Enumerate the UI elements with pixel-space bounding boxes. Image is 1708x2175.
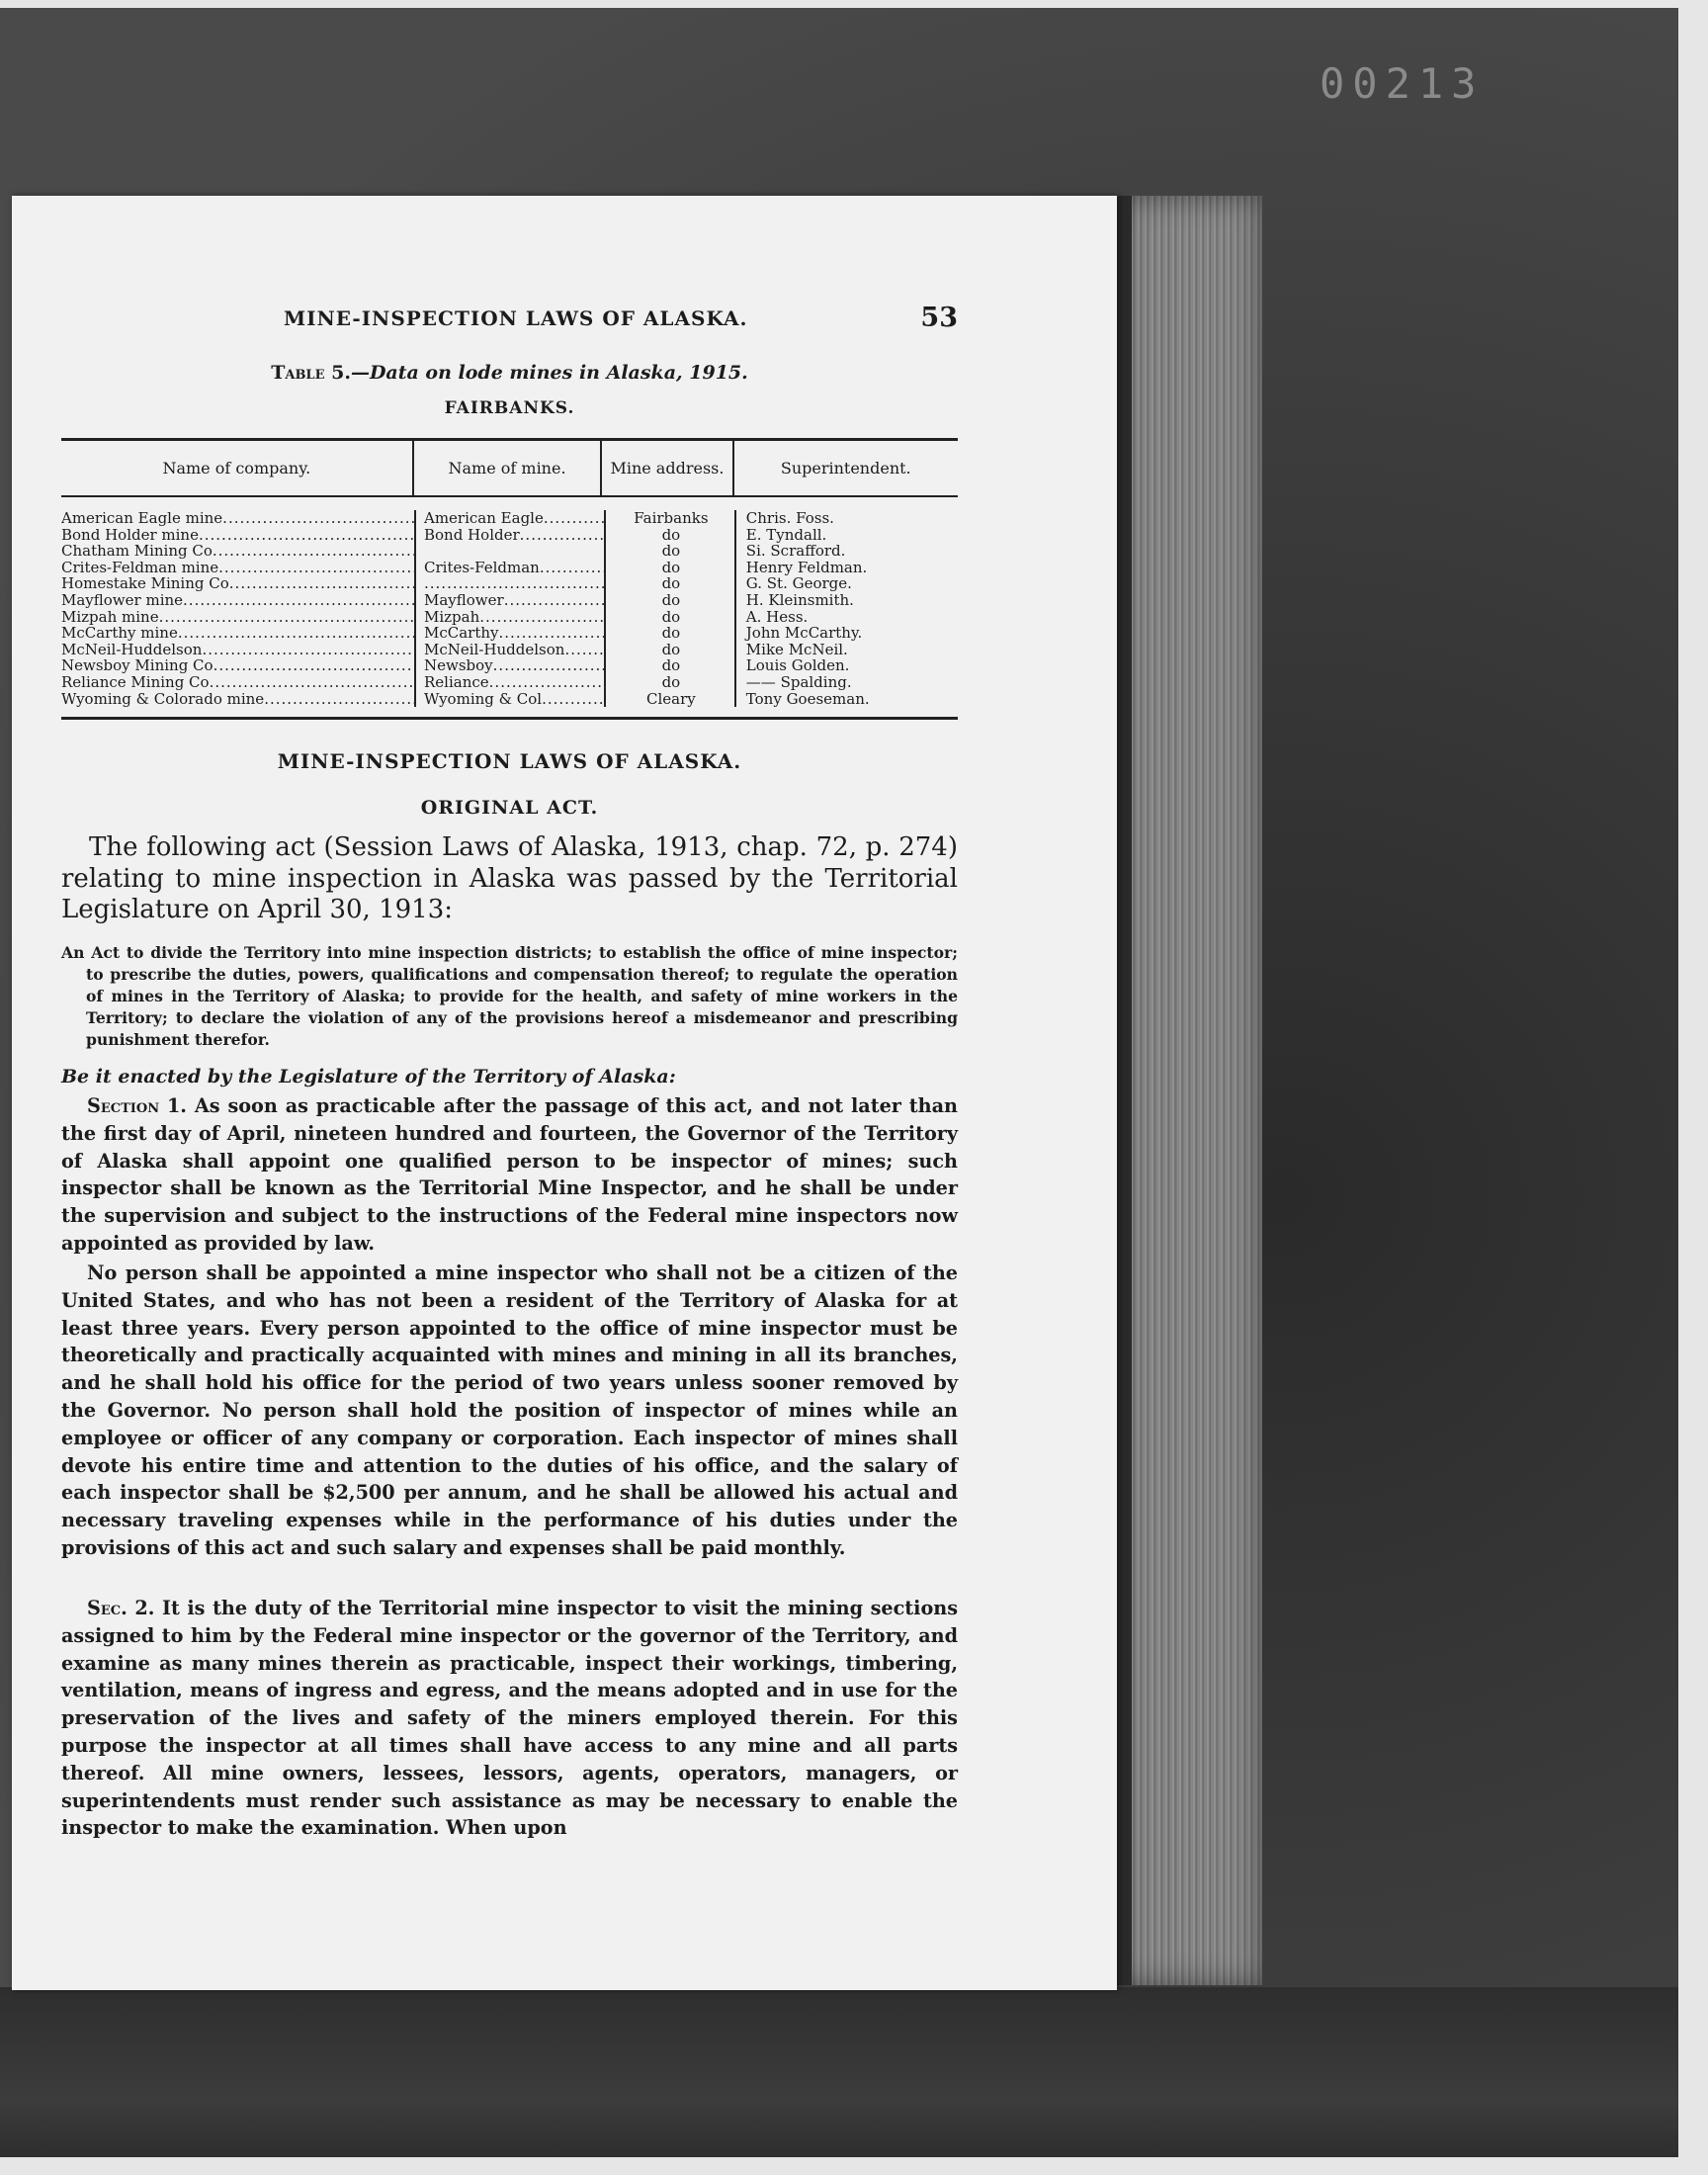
superintendent-cell: Louis Golden. (745, 657, 850, 674)
superintendent-cell: A. Hess. (745, 608, 809, 626)
superintendent-cell: Henry Feldman. (745, 559, 868, 576)
mine-cell (416, 575, 604, 592)
mine-cell: Bond Holder ..... (416, 527, 604, 544)
scan-edge-bottom (0, 2157, 1708, 2175)
address-cell: do (661, 526, 681, 544)
address-cell: do (661, 575, 681, 592)
superintendent-cell: —— Spalding. (745, 673, 852, 691)
company-cell: Wyoming & Colorado mine ..... (61, 691, 414, 708)
superintendent-cell: Chris. Foss. (745, 510, 834, 527)
scan-edge-top (0, 0, 1708, 8)
mine-cell: Crites-Feldman ..... (416, 560, 604, 576)
company-cell: Mizpah mine ..... (61, 609, 414, 626)
company-cell: McCarthy mine ..... (61, 625, 414, 642)
section-1-paragraph (61, 1092, 958, 1258)
archive-stamp-number: 00213 (1320, 59, 1485, 108)
company-cell: Reliance Mining Co ..... (61, 674, 414, 691)
scan-edge-right (1678, 0, 1708, 2175)
section-1-label: Section 1. (87, 1094, 187, 1117)
section-2-text: It is the duty of the Territorial mine inspector to visit the mining sections assigned to him by the Federal mine inspector or the governor of the Territory, and examine as many mines therein as practicable, inspect their workings, timbering, ventilation, means of ingress and egress, and the means adopted and in use for the preservation of the lives and safety of the miners employed therein. For this purpose the inspector at all times shall have access to any mine and all parts thereof. All mine owners, lessees, lessors, agents, operators, managers, or superintendents must render such assistance as may be necessary to enable the inspector to make the examination. When upon (61, 1597, 958, 1840)
table-body (61, 497, 958, 717)
address-cell: Cleary (646, 690, 696, 708)
address-cell: do (661, 608, 681, 626)
table-subheading: FAIRBANKS. (444, 398, 575, 418)
section-1-text: As soon as practicable after the passage of this act, and not later than the first day of April, nineteen hundred and fourteen, the Governor of the Territory of Alaska shall appoint one qualified person to be inspector of mines; such inspector shall be known as the Territorial Mine Inspector, and he shall be under the supervision and subject to the instructions of the Federal mine inspectors now appointed as provided by law. (61, 1094, 958, 1255)
table-caption (61, 362, 958, 384)
address-cell: Fairbanks (634, 510, 709, 527)
section-2-label: Sec. 2. (87, 1597, 155, 1619)
header-address: Mine address. (602, 441, 733, 495)
company-cell: Chatham Mining Co ..... (61, 543, 414, 560)
running-title: MINE-INSPECTION LAWS OF ALASKA. (284, 306, 748, 330)
table-header-row (61, 441, 958, 497)
superintendent-cell: H. Kleinsmith. (745, 591, 854, 609)
column-mine (416, 510, 606, 707)
header-superintendent: Superintendent. (780, 459, 911, 478)
section-2-paragraph (61, 1595, 958, 1842)
address-cell: do (661, 641, 681, 658)
lode-mines-table (61, 438, 958, 720)
header-company: Name of company. (61, 441, 414, 495)
address-cell: do (661, 591, 681, 609)
scan-bottom-band (0, 1987, 1708, 2175)
company-cell: Crites-Feldman mine ..... (61, 560, 414, 576)
mine-cell: Newsboy ..... (416, 657, 604, 674)
enacting-clause: Be it enacted by the Legislature of the Territory of Alaska: (61, 1066, 676, 1088)
company-cell: Homestake Mining Co ..... (61, 575, 414, 592)
mine-cell: Wyoming & Col ..... (416, 691, 604, 708)
superintendent-cell: G. St. George. (745, 575, 852, 592)
address-cell: do (661, 657, 681, 674)
section-title: MINE-INSPECTION LAWS OF ALASKA. (277, 749, 742, 773)
mine-cell: Reliance ..... (416, 674, 604, 691)
mine-cell: McCarthy ..... (416, 625, 604, 642)
mine-cell: Mizpah ..... (416, 609, 604, 626)
address-cell: do (661, 559, 681, 576)
table-caption-label: Table 5. (271, 362, 351, 384)
address-cell: do (661, 625, 681, 642)
company-cell: American Eagle mine ..... (61, 510, 414, 527)
intro-paragraph: The following act (Session Laws of Alaska, 1913, chap. 72, p. 274) relating to mine inspection in Alaska was passed by the Territorial Legislature on April 30, 1913: (61, 832, 958, 924)
section-1-paragraph-2: No person shall be appointed a mine inspector who shall not be a citizen of the United States, and who has not been a resident of the Territory of Alaska for at least three years. Every person appointed to the office of mine inspector must be theoretically and practically acquainted with mines and mining in all its branches, and he shall hold his office for the period of two years unless sooner removed by the Governor. No person shall hold the position of inspector of mines while an employee or officer of any company or corporation. Each inspector of mines shall devote his entire time and attention to the duties of his office, and the salary of each inspector shall be $2,500 per annum, and he shall be allowed his actual and necessary traveling expenses while in the performance of his duties under the provisions of this act and such salary and expenses shall be paid monthly. (61, 1262, 958, 1559)
header-mine: Name of mine. (414, 441, 603, 495)
company-cell: Bond Holder mine ..... (61, 527, 414, 544)
company-cell: Newsboy Mining Co ..... (61, 657, 414, 674)
table-caption-text: —Data on lode mines in Alaska, 1915. (350, 362, 748, 384)
mine-cell: McNeil-Huddelson ..... (416, 642, 604, 658)
superintendent-cell: Si. Scrafford. (745, 543, 846, 560)
page-number: 53 (920, 303, 958, 333)
address-cell: do (661, 543, 681, 560)
mine-cell: Mayflower ..... (416, 592, 604, 609)
superintendent-cell: E. Tyndall. (745, 526, 827, 544)
running-head (61, 303, 958, 346)
address-cell: do (661, 673, 681, 691)
company-cell: Mayflower mine ..... (61, 592, 414, 609)
column-company (61, 510, 416, 707)
section-subtitle: ORIGINAL ACT. (420, 797, 599, 819)
mine-cell: American Eagle ..... (416, 510, 604, 527)
column-address (606, 510, 736, 707)
book-spine (1112, 196, 1262, 1985)
column-superintendent (736, 510, 958, 707)
superintendent-cell: Mike McNeil. (745, 641, 848, 658)
book-page (12, 196, 1117, 1990)
superintendent-cell: Tony Goeseman. (745, 690, 870, 708)
act-title: An Act to divide the Territory into mine inspection districts; to establish the office of mine inspector; to prescribe the duties, powers, qualifications and compensation thereof; to regulate the operation of mines in the Territory of Alaska; to provide for the health, and safety of mine workers in the Territory; to declare the violation of any of the provisions hereof a misdemeanor and prescribing punishment therefor. (61, 943, 958, 1049)
mine-cell (416, 543, 604, 560)
company-cell: McNeil-Huddelson ..... (61, 642, 414, 658)
superintendent-cell: John McCarthy. (745, 625, 863, 642)
